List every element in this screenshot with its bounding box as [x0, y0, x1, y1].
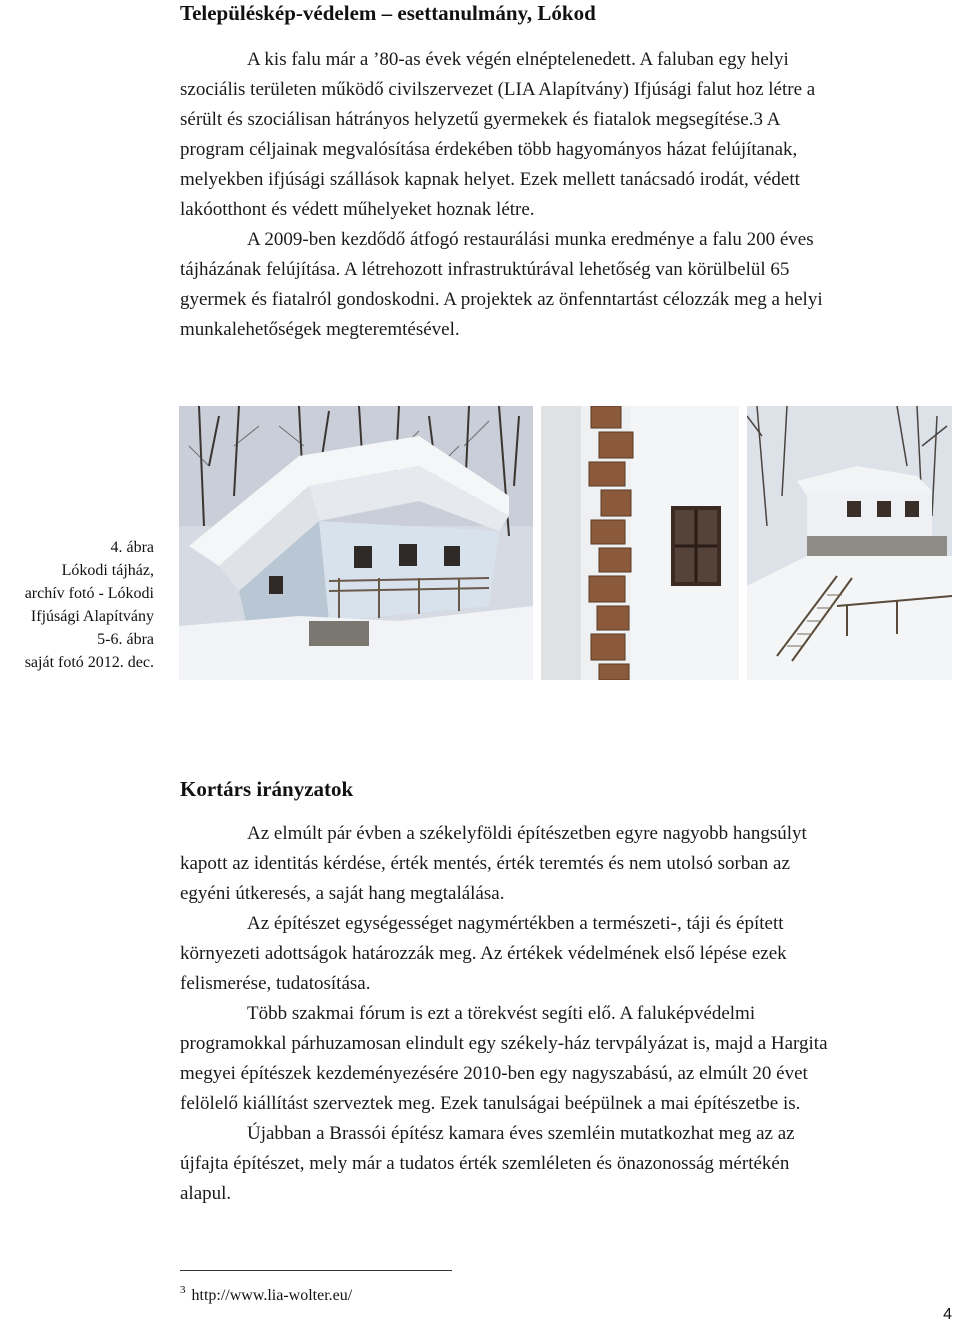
- paragraph-line: munkalehetőségek megteremtésével.: [180, 319, 460, 340]
- paragraph-line: környezeti adottságok határozzák meg. Az értékek védelmének első lépése ezek: [180, 943, 787, 964]
- photo-white-wall-wooden-beams: [541, 406, 739, 680]
- page-number: 4: [943, 1306, 952, 1323]
- footnote: [180, 1279, 352, 1307]
- paragraph-line: gyermek és fiatalról gondoskodni. A projektek az önfenntartást célozzák meg a helyi: [180, 289, 823, 310]
- caption-line: Lókodi tájház,: [61, 562, 154, 579]
- page-heading: Településkép-védelem – esettanulmány, Lókod: [180, 1, 596, 25]
- photo-restored-house-stairs: [747, 406, 952, 680]
- paragraph-line: szociális területen működő civilszervezet (LIA Alapítvány) Ifjúsági falut hoz létre a: [180, 79, 816, 100]
- paragraph-line: újfajta építészet, mely már a tudatos érték szemléleten és önazonosság mértékén: [180, 1153, 790, 1174]
- paragraph-line: program céljainak megvalósítása érdekében több hagyományos házat felújítanak,: [180, 139, 798, 160]
- section1-body: [180, 45, 955, 345]
- section-title-kortars: Kortárs irányzatok: [180, 777, 354, 801]
- paragraph-line: A 2009-ben kezdődő átfogó restaurálási munka eredménye a falu 200 éves: [247, 229, 814, 250]
- paragraph-line: sérült és szociálisan hátrányos helyzetű gyermekek és fiatalok megsegítése.3 A: [180, 109, 781, 130]
- paragraph-line: alapul.: [180, 1183, 232, 1204]
- figure-caption: [0, 536, 154, 674]
- caption-line: archív fotó - Lókodi: [24, 585, 154, 602]
- caption-line: 5-6. ábra: [97, 631, 154, 648]
- photo-old-house-in-snow: [179, 406, 533, 680]
- paragraph-line: Az elmúlt pár évben a székelyföldi építészetben egyre nagyobb hangsúlyt: [247, 823, 807, 844]
- paragraph-line: programokkal párhuzamosan elindult egy székely-ház tervpályázat is, majd a Hargita: [180, 1033, 828, 1054]
- paragraph-line: Több szakmai fórum is ezt a törekvést segíti elő. A faluképvédelmi: [247, 1003, 756, 1024]
- paragraph-line: megyei építészek kezdeményezésére 2010-ben egy nagyszabású, az elmúlt 20 évet: [180, 1063, 808, 1084]
- paragraph-line: felismerése, tudatosítása.: [180, 973, 371, 994]
- paragraph-line: Újabban a Brassói építész kamara éves szemléin mutatkozhat meg az az: [247, 1123, 795, 1144]
- paragraph-line: A kis falu már a ’80-as évek végén elnéptelenedett. A faluban egy helyi: [247, 49, 789, 70]
- caption-line: saját fotó 2012. dec.: [24, 654, 154, 671]
- footnote-separator: [180, 1270, 452, 1271]
- paragraph-line: melyekben ifjúsági szállások kapnak helyet. Ezek mellett tanácsadó irodát, védett: [180, 169, 800, 190]
- caption-line: 4. ábra: [110, 539, 154, 556]
- paragraph-line: egyéni útkeresés, a saját hang megtalálása.: [180, 883, 505, 904]
- paragraph-line: Az építészet egységességet nagymértékben a természeti-, táji és épített: [247, 913, 784, 934]
- footnote-number: 3: [180, 1284, 186, 1296]
- paragraph-line: kapott az identitás kérdése, érték mentés, érték teremtés és nem utolsó sorban az: [180, 853, 790, 874]
- paragraph-line: felölelő kiállítást szerveztek meg. Ezek tanulságai beépülnek a mai építészetbe is.: [180, 1093, 801, 1114]
- caption-line: Ifjúsági Alapítvány: [30, 608, 154, 625]
- section2-body: [180, 819, 955, 1209]
- paragraph-line: tájházának felújítása. A létrehozott infrastruktúrával lehetőség van körülbelül 65: [180, 259, 790, 280]
- footnote-link[interactable]: http://www.lia-wolter.eu/: [191, 1287, 353, 1304]
- paragraph-line: lakóotthont és védett műhelyeket hoznak létre.: [180, 199, 535, 220]
